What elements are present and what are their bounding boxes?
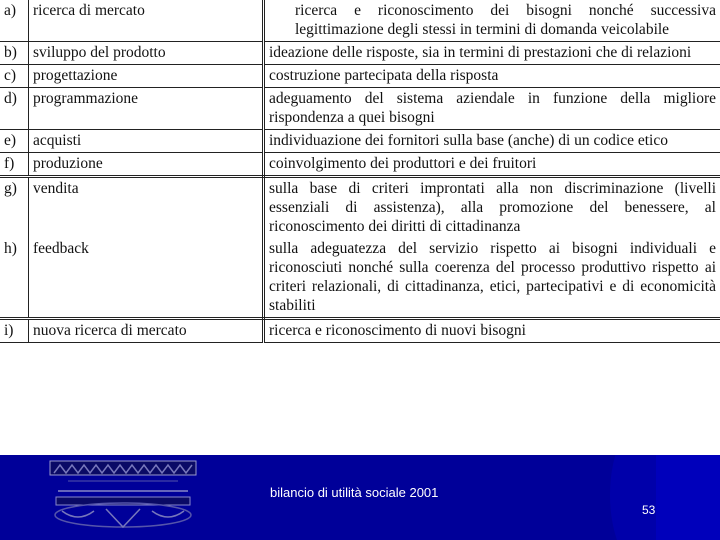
row-phase: ricerca di mercato: [29, 0, 264, 42]
row-description: ideazione delle risposte, sia in termini di prestazioni che di relazioni: [264, 42, 720, 65]
row-description: adeguamento del sistema aziendale in funzione della migliore rispondenza a quei bisogni: [264, 88, 720, 130]
row-letter: i): [0, 319, 29, 343]
row-letter: e): [0, 130, 29, 153]
row-phase: sviluppo del prodotto: [29, 42, 264, 65]
row-phase: vendita: [29, 177, 264, 239]
table-row: [0, 130, 720, 153]
footer-title: bilancio di utilità sociale 2001: [270, 485, 439, 500]
row-description: costruzione partecipata della risposta: [264, 65, 720, 88]
row-letter: f): [0, 153, 29, 177]
table-row: [0, 319, 720, 343]
row-letter: c): [0, 65, 29, 88]
row-phase: feedback: [29, 238, 264, 319]
footer-side-band: [656, 455, 720, 540]
table-row: [0, 238, 720, 319]
row-description: ricerca e riconoscimento di nuovi bisogni: [264, 319, 720, 343]
table-row: [0, 65, 720, 88]
row-phase: nuova ricerca di mercato: [29, 319, 264, 343]
table-row: [0, 88, 720, 130]
row-letter: h): [0, 238, 29, 319]
slide-footer: [0, 455, 720, 540]
table-row: [0, 42, 720, 65]
row-description: coinvolgimento dei produttori e dei fruitori: [264, 153, 720, 177]
row-letter: d): [0, 88, 29, 130]
table-row: [0, 153, 720, 177]
row-phase: progettazione: [29, 65, 264, 88]
row-description: individuazione dei fornitori sulla base (anche) di un codice etico: [264, 130, 720, 153]
page-number: 53: [642, 503, 656, 517]
row-description: ricerca e riconoscimento dei bisogni nonché successiva legittimazione degli stessi in termini di domanda veicolabile: [264, 0, 720, 42]
row-phase: acquisti: [29, 130, 264, 153]
row-letter: a): [0, 0, 29, 42]
row-letter: g): [0, 177, 29, 239]
row-description: sulla base di criteri improntati alla non discriminazione (livelli essenziali di assistenza), alla promozione del benessere, al riconoscimento dei diritti di cittadinanza: [269, 180, 716, 235]
row-description: sulla adeguatezza del servizio rispetto ai bisogni individuali e riconosciuti nonché sulla coerenza del processo produttivo rispetto ai criteri relazionali, di cittadinanza, etici, partecipativi e di economicità stabiliti: [264, 238, 720, 319]
table-row: [0, 0, 720, 42]
row-letter: b): [0, 42, 29, 65]
table-row: [0, 177, 720, 239]
organization-logo-icon: [48, 459, 198, 531]
row-phase: produzione: [29, 153, 264, 177]
row-phase: programmazione: [29, 88, 264, 130]
